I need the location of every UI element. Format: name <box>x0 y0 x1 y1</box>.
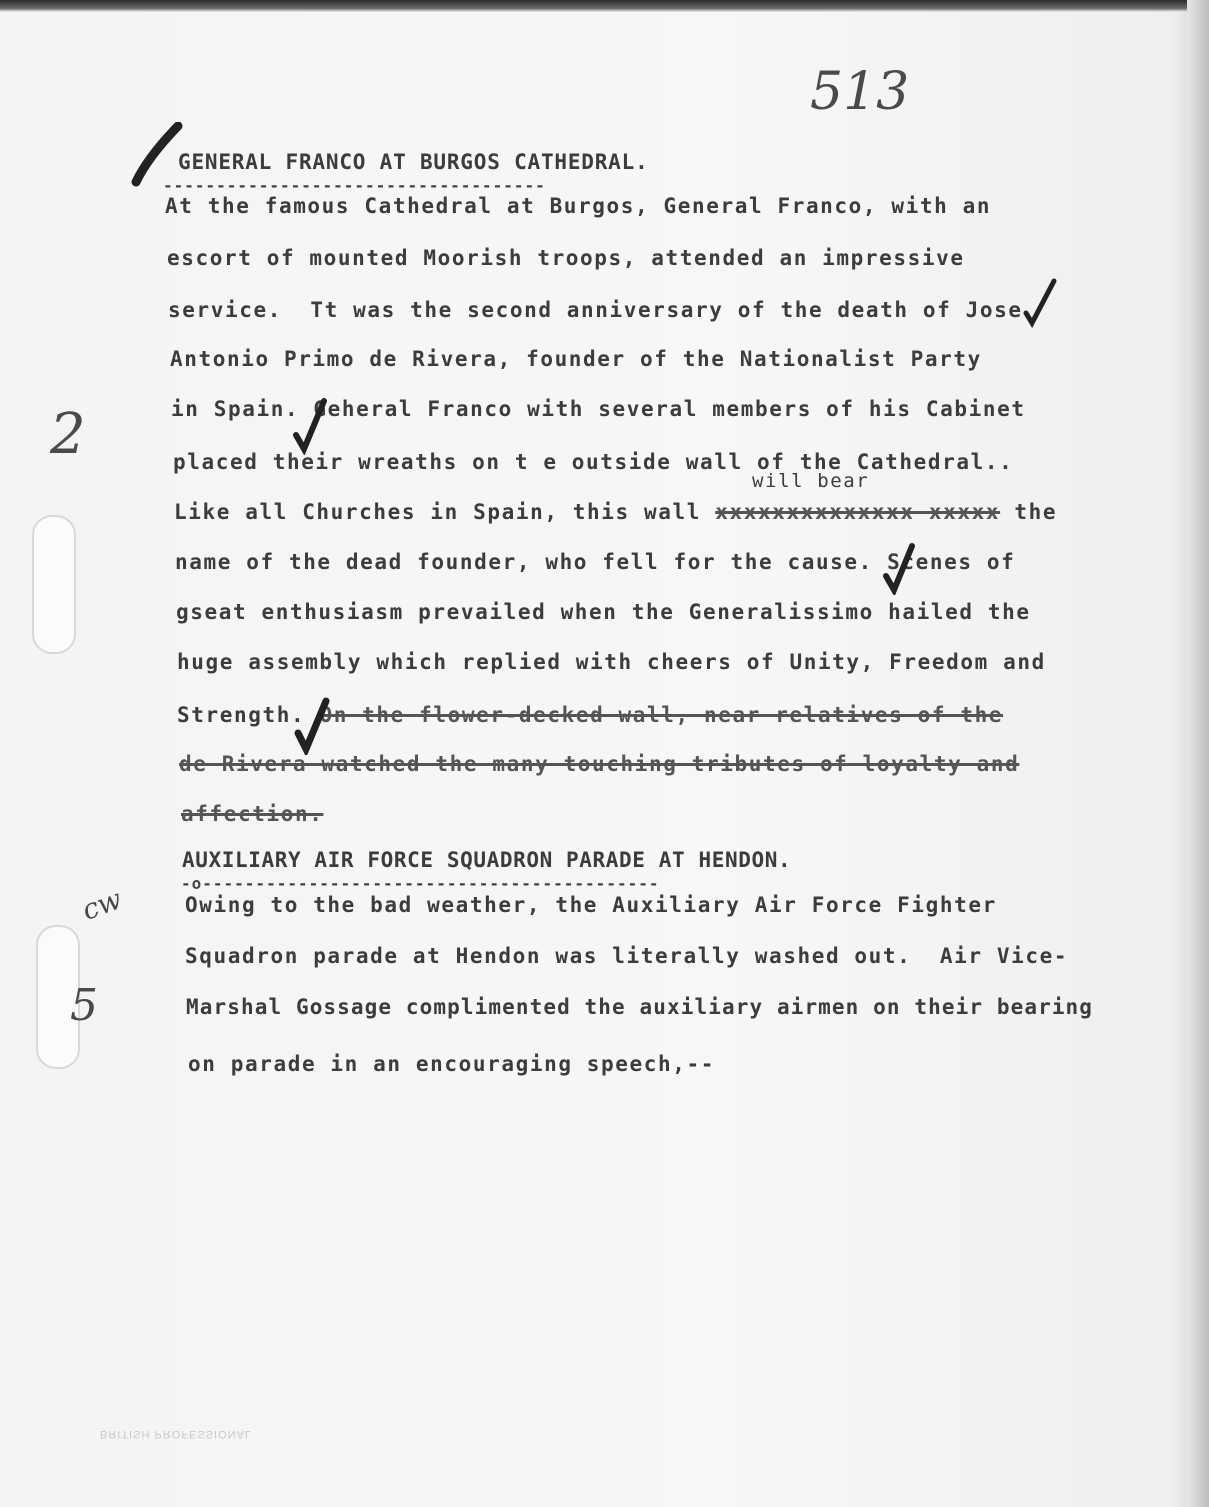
body-line-with-strikeout <box>174 500 1057 524</box>
body-line: Owing to the bad weather, the Auxiliary Air Force Fighter <box>185 893 997 917</box>
body-line: in Spain. Geheral Franco with several members of his Cabinet <box>171 397 1026 421</box>
editor-tick-mark-icon <box>290 395 330 455</box>
scan-top-edge <box>0 0 1209 12</box>
body-line: huge assembly which replied with cheers of Unity, Freedom and <box>177 650 1046 674</box>
body-line: Marshal Gossage complimented the auxiliary airmen on their bearing <box>186 995 1094 1019</box>
section2-title: AUXILIARY AIR FORCE SQUADRON PARADE AT HENDON. <box>182 848 792 872</box>
struck-typed-text: xxxxxxxxxxxxxx xxxxx <box>715 500 1001 524</box>
section1-underline: ------------------------------------ <box>163 176 546 195</box>
body-line: Squadron parade at Hendon was literally washed out. Air Vice- <box>185 944 1069 968</box>
body-line: gseat enthusiasm prevailed when the Generalissimo hailed the <box>176 600 1031 624</box>
body-line-text: the <box>1000 500 1058 524</box>
body-line: Antonio Primo de Rivera, founder of the Nationalist Party <box>170 347 982 371</box>
body-line: on parade in an encouraging speech,-- <box>188 1052 715 1076</box>
typed-insertion: will bear <box>752 470 870 492</box>
scan-right-edge <box>1187 0 1209 1507</box>
editor-tick-mark-icon <box>1020 275 1060 330</box>
body-line: service. Tt was the second anniversary of the death of Jose <box>168 298 1023 322</box>
struck-sentence: On the flower-decked wall, near relatives of the <box>319 703 1004 727</box>
binder-hole-upper <box>32 515 76 654</box>
struck-sentence: affection. <box>181 802 324 826</box>
body-line: placed their wreaths on t e outside wall of the Cathedral.. <box>173 450 1014 474</box>
handwritten-page-number: 513 <box>810 62 910 122</box>
body-line-text: Like all Churches in Spain, this wall <box>174 500 701 524</box>
body-line: escort of mounted Moorish troops, attended an impressive <box>167 246 965 270</box>
section1-title: GENERAL FRANCO AT BURGOS CATHEDRAL. <box>178 150 649 174</box>
section2-underline: -o------------------------------------------- <box>181 874 660 893</box>
struck-sentence: de Rivera watched the many touching tributes of loyalty and <box>179 752 1020 776</box>
body-line: At the famous Cathedral at Burgos, General Franco, with an <box>165 194 992 218</box>
handwritten-margin-number-lower: 5 <box>70 980 98 1031</box>
body-line: name of the dead founder, who fell for the cause. Scenes of <box>175 550 1016 574</box>
handwritten-initials: cw <box>77 882 127 927</box>
bleedthrough-footer: BRITISH PROFESSIONAL <box>100 1428 253 1440</box>
body-line-text: Strength. <box>177 703 306 727</box>
handwritten-margin-number: 2 <box>50 402 86 467</box>
editor-tick-mark-icon <box>880 540 920 595</box>
editor-tick-mark-icon <box>292 695 332 755</box>
